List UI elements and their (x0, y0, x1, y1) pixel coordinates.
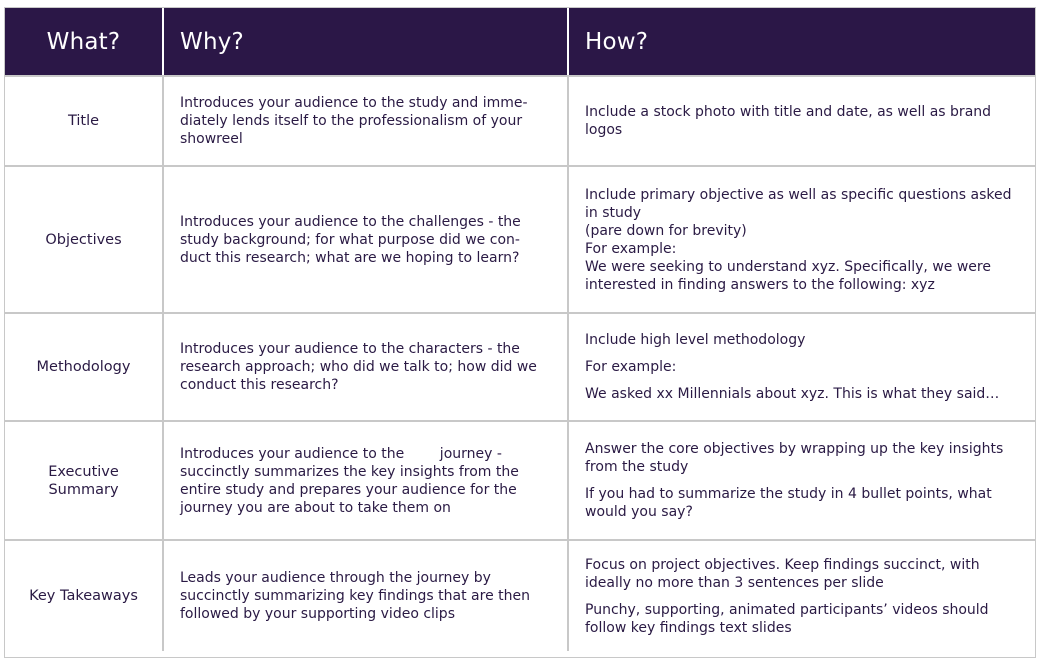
why-text-line: Leads your audience through the journey by (180, 570, 491, 586)
header-what-label: What? (46, 28, 121, 55)
what-text: Executive (48, 463, 119, 480)
what-cell (5, 77, 162, 165)
header-how-label: How? (585, 28, 649, 55)
how-text-line: Include high level methodology (585, 332, 806, 348)
how-text-line: For example: (585, 240, 677, 257)
why-text-line: duct this research; what are we hoping to learn? (180, 249, 520, 266)
how-paragraph (585, 485, 1023, 521)
why-text-line: followed by your supporting video clips (180, 606, 455, 622)
how-cell (567, 314, 1035, 420)
how-text-line: Include a stock photo with title and date, as well as brand (585, 104, 992, 120)
how-paragraph (585, 358, 1023, 376)
how-cell (567, 77, 1035, 165)
how-text-line: We asked xx Millennials about xyz. This is what they said… (585, 386, 1000, 402)
how-text-line: from the study (585, 459, 689, 475)
why-cell (162, 422, 567, 539)
content-table (4, 7, 1036, 658)
why-text-line: research approach; who did we talk to; how did we (180, 359, 537, 375)
what-text: Summary (48, 481, 119, 498)
how-text-line: Answer the core objectives by wrapping up the key insights (585, 441, 1004, 457)
why-text-line: diately lends itself to the professionalism of your (180, 113, 523, 129)
how-paragraph (585, 440, 1023, 476)
table-row-executive-summary (5, 420, 1035, 539)
how-cell (567, 541, 1035, 651)
how-text-line: would you say? (585, 504, 693, 520)
how-text-line: ideally no more than 3 sentences per slide (585, 574, 884, 591)
why-text-line: journey you are about to take them on (180, 499, 451, 516)
why-text-line: Introduces your audience to the characters - the (180, 341, 520, 357)
why-text-line: study background; for what purpose did we con- (180, 231, 520, 248)
how-paragraph (585, 331, 1023, 349)
how-text-line: logos (585, 122, 623, 138)
what-text: Title (67, 113, 100, 129)
what-text: Methodology (36, 359, 131, 375)
table-row-title (5, 75, 1035, 165)
what-cell (5, 541, 162, 651)
why-cell (162, 541, 567, 651)
how-cell (567, 167, 1035, 312)
how-text-line: Punchy, supporting, animated participants’ videos should (585, 601, 989, 618)
why-text-line: entire study and prepares your audience for the (180, 481, 517, 498)
table-header-row (5, 8, 1035, 75)
why-cell (162, 77, 567, 165)
how-text-line: Focus on project objectives. Keep findings succinct, with (585, 556, 980, 573)
how-paragraph (585, 186, 1023, 294)
why-cell (162, 167, 567, 312)
how-text-line: For example: (585, 359, 677, 375)
what-text: Key Takeaways (29, 588, 138, 604)
how-text-line: (pare down for brevity) (585, 222, 747, 239)
table-row-methodology (5, 312, 1035, 420)
what-cell (5, 314, 162, 420)
how-paragraph (585, 103, 1023, 139)
table-row-key-takeaways (5, 539, 1035, 651)
how-paragraph (585, 601, 1023, 637)
why-text-line: Introduces your audience to the journey - (180, 445, 502, 462)
why-text-line: succinctly summarizes the key insights from the (180, 463, 519, 480)
how-text-line: If you had to summarize the study in 4 bullet points, what (585, 486, 992, 502)
how-text-line: follow key findings text slides (585, 619, 792, 636)
what-text: Objectives (45, 231, 122, 248)
header-cell-how (567, 8, 1035, 75)
why-cell (162, 314, 567, 420)
how-text-line: in study (585, 204, 642, 221)
table-row-objectives (5, 165, 1035, 312)
how-paragraph (585, 385, 1023, 403)
why-text-line: Introduces your audience to the study and imme- (180, 95, 528, 111)
why-text-line: conduct this research? (180, 377, 339, 393)
how-text-line: We were seeking to understand xyz. Specifically, we were (585, 258, 991, 275)
why-text-line: showreel (180, 131, 243, 147)
how-paragraph (585, 556, 1023, 592)
why-text-line: Introduces your audience to the challenges - the (180, 213, 521, 230)
header-cell-why (162, 8, 567, 75)
how-cell (567, 422, 1035, 539)
how-text-line: Include primary objective as well as specific questions asked (585, 186, 1012, 203)
why-text-line: succinctly summarizing key findings that are then (180, 588, 530, 604)
how-text-line: interested in finding answers to the following: xyz (585, 276, 935, 293)
header-cell-what (5, 8, 162, 75)
header-why-label: Why? (180, 28, 244, 55)
what-cell (5, 422, 162, 539)
what-cell (5, 167, 162, 312)
